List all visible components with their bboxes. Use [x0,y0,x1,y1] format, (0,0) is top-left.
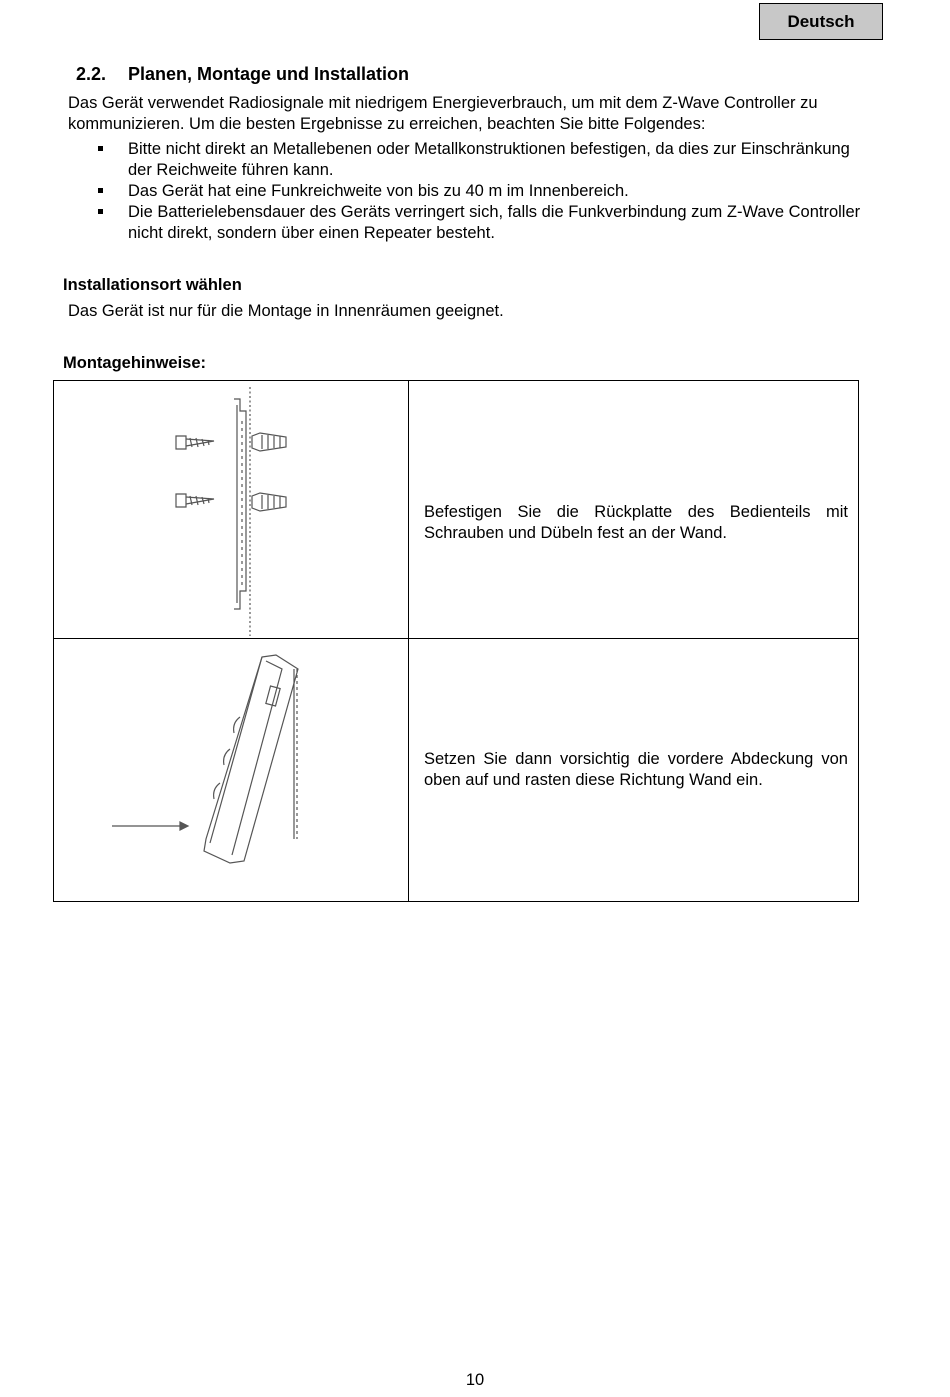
mounting-step-2 [409,639,858,901]
section-number: 2.2. [76,64,107,84]
bullet-square-icon [98,209,103,214]
front-cover-drawing [54,639,409,901]
page-number: 10 [465,1371,485,1389]
intro-paragraph: Das Gerät verwendet Radiosignale mit niedrigem Energieverbrauch, um mit dem Z-Wave Controller zu kommunizieren. Um die besten Ergebnisse zu erreichen, beachten Sie bitte Folgendes: [68,94,818,133]
list-item: Bitte nicht direkt an Metallebenen oder Metallkonstruktionen befestigen, da dies zur Einschränkung der Reichweite führen kann. [96,139,876,181]
screws-and-backplate-illustration [54,381,409,639]
bullet-list [96,139,876,244]
list-item: Das Gerät hat eine Funkreichweite von bis zu 40 m im Innenbereich. [96,181,876,202]
front-cover-attach-illustration [54,639,409,901]
mounting-step-2-text: Setzen Sie dann vorsichtig die vordere Abdeckung von oben auf und rasten diese Richtung Wand ein. [424,750,848,789]
mounting-table [53,380,859,902]
section-heading [76,64,409,85]
language-label: Deutsch [759,3,883,40]
section-title: Planen, Montage und Installation [128,64,410,84]
list-item: Die Batterielebensdauer des Geräts verringert sich, falls die Funkverbindung zum Z-Wave Controller nicht direkt, sondern über einen Repeater besteht. [96,202,876,244]
location-text: Das Gerät ist nur für die Montage in Innenräumen geeignet. [68,302,504,320]
bullet-square-icon [98,146,103,151]
bullet-square-icon [98,188,103,193]
mounting-step-1-text: Befestigen Sie die Rückplatte des Bedienteils mit Schrauben und Dübeln fest an der Wand. [424,503,848,542]
mounting-step-1 [409,381,858,639]
screws-and-backplate-drawing [54,381,409,639]
mounting-heading: Montagehinweise: [63,354,207,372]
location-heading: Installationsort wählen [63,276,242,294]
